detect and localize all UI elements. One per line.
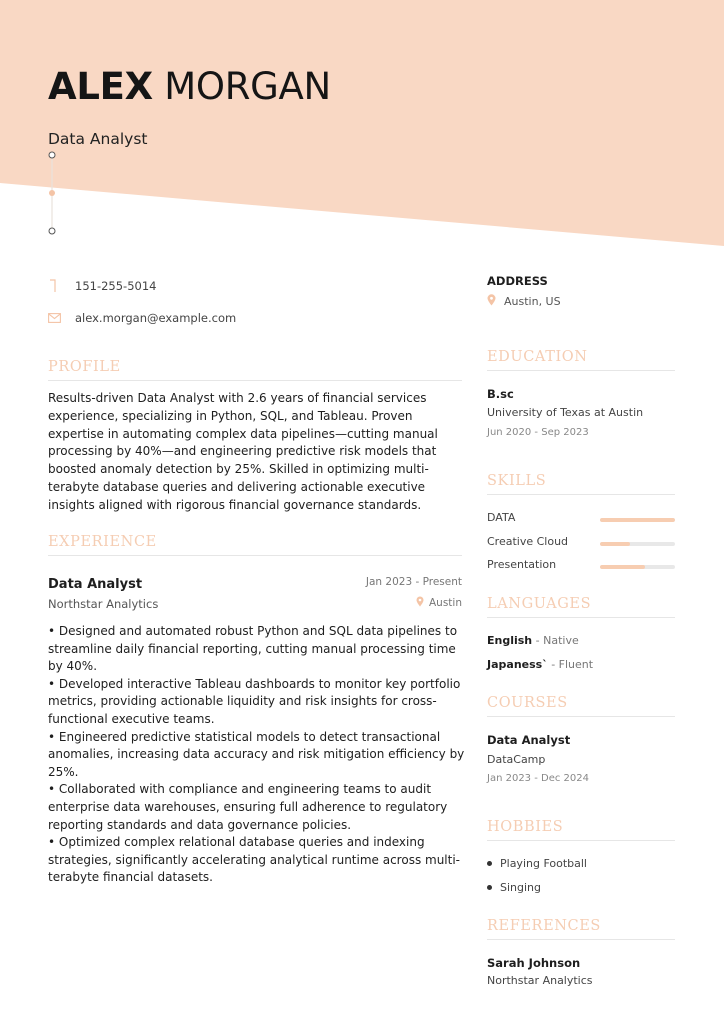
references-divider xyxy=(487,939,675,940)
contact-email xyxy=(48,308,448,328)
skill-level-bar xyxy=(600,518,675,522)
course-dates: Jan 2023 - Dec 2024 xyxy=(487,773,589,784)
experience-bullets xyxy=(48,623,468,887)
language-level: - Native xyxy=(532,634,579,647)
course-title: Data Analyst xyxy=(487,733,571,747)
phone-number[interactable]: 151-255-5014 xyxy=(75,279,157,293)
profile-heading: PROFILE xyxy=(48,359,121,375)
mail-icon xyxy=(48,310,75,326)
bullet-dot-icon xyxy=(487,861,492,866)
candidate-name xyxy=(48,64,331,110)
hobby-label: Singing xyxy=(500,881,542,894)
course-provider: DataCamp xyxy=(487,753,546,766)
skill-level-bar xyxy=(600,565,675,569)
languages-divider xyxy=(487,617,675,618)
last-name: MORGAN xyxy=(164,65,331,108)
location-pin-icon xyxy=(416,596,424,610)
phone-icon xyxy=(48,278,75,294)
skill-item xyxy=(487,511,677,527)
experience-role: Data Analyst xyxy=(48,577,143,592)
language-item xyxy=(487,634,579,647)
skills-heading: SKILLS xyxy=(487,473,547,489)
education-heading: EDUCATION xyxy=(487,349,588,365)
hobby-label: Playing Football xyxy=(500,857,587,870)
experience-bullet: • Designed and automated robust Python and SQL data pipelines to streamline daily financial reporting, cutting manual processing time by 40%. xyxy=(48,624,458,674)
courses-heading: COURSES xyxy=(487,695,568,711)
language-item xyxy=(487,658,593,671)
reference-company: Northstar Analytics xyxy=(487,974,593,987)
skill-level-fill xyxy=(600,518,675,522)
experience-bullet: • Collaborated with compliance and engineering teams to audit enterprise data warehouses, ensuring full adherence to regulatory reporting standards and data governance policies. xyxy=(48,782,448,832)
experience-company: Northstar Analytics xyxy=(48,597,159,611)
skill-name: DATA xyxy=(487,511,516,524)
references-heading: REFERENCES xyxy=(487,918,601,934)
reference-name: Sarah Johnson xyxy=(487,956,581,970)
skill-name: Presentation xyxy=(487,558,557,571)
profile-divider xyxy=(48,380,462,381)
skills-divider xyxy=(487,494,675,495)
header-banner xyxy=(0,0,724,250)
experience-dates: Jan 2023 - Present xyxy=(365,576,462,588)
email-address[interactable]: alex.morgan@example.com xyxy=(75,311,237,325)
job-title: Data Analyst xyxy=(48,130,148,148)
address-text: Austin, US xyxy=(504,295,561,308)
experience-bullet: • Developed interactive Tableau dashboards to monitor key portfolio metrics, providing actionable liquidity and risk insights for cross-functional executive teams. xyxy=(48,676,461,726)
title-timeline-decoration xyxy=(48,150,58,240)
hobbies-divider xyxy=(487,840,675,841)
hobbies-heading: HOBBIES xyxy=(487,819,564,835)
first-name: ALEX xyxy=(48,65,153,108)
hobby-item xyxy=(487,881,541,894)
education-degree: B.sc xyxy=(487,387,514,401)
location-pin-icon xyxy=(487,294,496,309)
education-divider xyxy=(487,370,675,371)
experience-heading: EXPERIENCE xyxy=(48,534,157,550)
hobby-item xyxy=(487,857,587,870)
experience-location xyxy=(416,596,462,610)
address-value xyxy=(487,294,561,309)
skill-item xyxy=(487,558,677,574)
experience-divider xyxy=(48,555,462,556)
contact-phone xyxy=(48,276,448,296)
skill-level-fill xyxy=(600,565,645,569)
education-school: University of Texas at Austin xyxy=(487,406,644,419)
experience-bullet: • Engineered predictive statistical models to detect transactional anomalies, increasing data accuracy and risk mitigation efficiency by 25%. xyxy=(48,729,465,779)
profile-summary: Results-driven Data Analyst with 2.6 years of financial services experience, specializing in Python, SQL, and Tableau. Proven expertise in automating complex data pipelines—cutting manual processing by 40%—and engineering predictive risk models that boosted anomaly detection by 25%. Skilled in optimizing multi-terabyte database queries and delivering actionable executive insights aligned with rigorous financial governance standards. xyxy=(48,391,438,512)
education-dates: Jun 2020 - Sep 2023 xyxy=(487,427,589,438)
bullet-dot-icon xyxy=(487,885,492,890)
address-label: ADDRESS xyxy=(487,274,548,288)
courses-divider xyxy=(487,716,675,717)
skill-level-bar xyxy=(600,542,675,546)
skill-level-fill xyxy=(600,542,630,546)
experience-location-text: Austin xyxy=(429,597,462,609)
languages-heading: LANGUAGES xyxy=(487,596,592,612)
experience-bullet: • Optimized complex relational database queries and indexing strategies, significantly accelerating analytical runtime across multi-terabyte financial datasets. xyxy=(48,835,461,885)
language-level: - Fluent xyxy=(547,658,594,671)
skill-name: Creative Cloud xyxy=(487,535,569,548)
language-name: English xyxy=(487,634,533,647)
language-name: Japaness` xyxy=(487,658,548,671)
skill-item xyxy=(487,535,677,551)
